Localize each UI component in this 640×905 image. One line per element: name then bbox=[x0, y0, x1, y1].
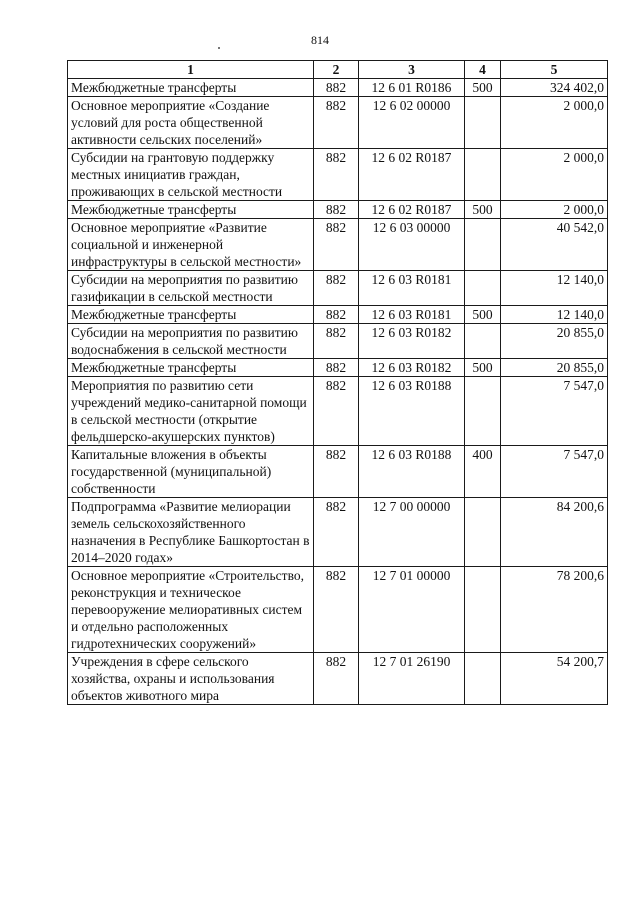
expense-name-cell: Основное мероприятие «Строительство, реконструкция и техническое перевооружение мелиоративных систем и отдельно расположенных гидротехнических сооружений» bbox=[68, 567, 314, 653]
expense-type-cell bbox=[465, 219, 501, 271]
table-row bbox=[68, 306, 608, 324]
target-article-cell: 12 6 02 R0187 bbox=[359, 201, 465, 219]
budget-table bbox=[67, 60, 608, 705]
amount-cell: 324 402,0 bbox=[501, 79, 608, 97]
expense-name-cell: Мероприятия по развитию сети учреждений медико-санитарной помощи в сельской местности (открытие фельдшерско-акушерских пунктов) bbox=[68, 377, 314, 446]
amount-cell: 40 542,0 bbox=[501, 219, 608, 271]
table-row bbox=[68, 97, 608, 149]
target-article-cell: 12 6 02 R0187 bbox=[359, 149, 465, 201]
table-row bbox=[68, 377, 608, 446]
target-article-cell: 12 6 03 R0181 bbox=[359, 306, 465, 324]
ministry-code-cell: 882 bbox=[314, 377, 359, 446]
table-row bbox=[68, 149, 608, 201]
table-row bbox=[68, 446, 608, 498]
target-article-cell: 12 7 00 00000 bbox=[359, 498, 465, 567]
amount-cell: 54 200,7 bbox=[501, 653, 608, 705]
expense-type-cell bbox=[465, 567, 501, 653]
ministry-code-cell: 882 bbox=[314, 201, 359, 219]
amount-cell: 84 200,6 bbox=[501, 498, 608, 567]
amount-cell: 20 855,0 bbox=[501, 359, 608, 377]
target-article-cell: 12 6 03 R0182 bbox=[359, 359, 465, 377]
table-row bbox=[68, 219, 608, 271]
target-article-cell: 12 6 03 R0188 bbox=[359, 446, 465, 498]
expense-name-cell: Субсидии на грантовую поддержку местных инициатив граждан, проживающих в сельской местности bbox=[68, 149, 314, 201]
amount-cell: 20 855,0 bbox=[501, 324, 608, 359]
amount-cell: 12 140,0 bbox=[501, 271, 608, 306]
amount-cell: 7 547,0 bbox=[501, 446, 608, 498]
column-header: 5 bbox=[501, 61, 608, 79]
expense-type-cell bbox=[465, 97, 501, 149]
table-row bbox=[68, 653, 608, 705]
column-header: 2 bbox=[314, 61, 359, 79]
expense-name-cell: Подпрограмма «Развитие мелиорации земель сельскохозяйственного назначения в Республике Башкортостан в 2014–2020 годах» bbox=[68, 498, 314, 567]
column-header: 4 bbox=[465, 61, 501, 79]
target-article-cell: 12 6 03 R0188 bbox=[359, 377, 465, 446]
amount-cell: 2 000,0 bbox=[501, 97, 608, 149]
expense-name-cell: Субсидии на мероприятия по развитию водоснабжения в сельской местности bbox=[68, 324, 314, 359]
expense-type-cell bbox=[465, 324, 501, 359]
table-row bbox=[68, 271, 608, 306]
target-article-cell: 12 6 03 R0181 bbox=[359, 271, 465, 306]
expense-name-cell: Основное мероприятие «Создание условий для роста общественной активности сельских поселений» bbox=[68, 97, 314, 149]
expense-name-cell: Капитальные вложения в объекты государственной (муниципальной) собственности bbox=[68, 446, 314, 498]
ministry-code-cell: 882 bbox=[314, 97, 359, 149]
ministry-code-cell: 882 bbox=[314, 219, 359, 271]
scan-speck bbox=[218, 47, 220, 49]
header-row bbox=[68, 61, 608, 79]
amount-cell: 7 547,0 bbox=[501, 377, 608, 446]
amount-cell: 2 000,0 bbox=[501, 201, 608, 219]
ministry-code-cell: 882 bbox=[314, 446, 359, 498]
table-row bbox=[68, 498, 608, 567]
expense-name-cell: Межбюджетные трансферты bbox=[68, 201, 314, 219]
target-article-cell: 12 6 03 00000 bbox=[359, 219, 465, 271]
ministry-code-cell: 882 bbox=[314, 324, 359, 359]
target-article-cell: 12 6 03 R0182 bbox=[359, 324, 465, 359]
ministry-code-cell: 882 bbox=[314, 306, 359, 324]
amount-cell: 12 140,0 bbox=[501, 306, 608, 324]
table-row bbox=[68, 79, 608, 97]
amount-cell: 78 200,6 bbox=[501, 567, 608, 653]
column-header: 1 bbox=[68, 61, 314, 79]
target-article-cell: 12 6 02 00000 bbox=[359, 97, 465, 149]
ministry-code-cell: 882 bbox=[314, 498, 359, 567]
expense-type-cell bbox=[465, 377, 501, 446]
table-row bbox=[68, 359, 608, 377]
expense-type-cell: 500 bbox=[465, 359, 501, 377]
ministry-code-cell: 882 bbox=[314, 567, 359, 653]
ministry-code-cell: 882 bbox=[314, 149, 359, 201]
amount-cell: 2 000,0 bbox=[501, 149, 608, 201]
expense-name-cell: Учреждения в сфере сельского хозяйства, охраны и использования объектов животного мира bbox=[68, 653, 314, 705]
expense-type-cell: 400 bbox=[465, 446, 501, 498]
target-article-cell: 12 7 01 26190 bbox=[359, 653, 465, 705]
expense-type-cell: 500 bbox=[465, 201, 501, 219]
page-number: 814 bbox=[311, 33, 329, 47]
expense-name-cell: Субсидии на мероприятия по развитию газификации в сельской местности bbox=[68, 271, 314, 306]
target-article-cell: 12 6 01 R0186 bbox=[359, 79, 465, 97]
expense-type-cell: 500 bbox=[465, 79, 501, 97]
column-header: 3 bbox=[359, 61, 465, 79]
expense-type-cell bbox=[465, 498, 501, 567]
expense-type-cell bbox=[465, 271, 501, 306]
ministry-code-cell: 882 bbox=[314, 653, 359, 705]
expense-name-cell: Основное мероприятие «Развитие социальной и инженерной инфраструктуры в сельской местности» bbox=[68, 219, 314, 271]
table-body bbox=[68, 79, 608, 705]
table-row bbox=[68, 324, 608, 359]
target-article-cell: 12 7 01 00000 bbox=[359, 567, 465, 653]
expense-name-cell: Межбюджетные трансферты bbox=[68, 306, 314, 324]
table-row bbox=[68, 567, 608, 653]
expense-name-cell: Межбюджетные трансферты bbox=[68, 359, 314, 377]
ministry-code-cell: 882 bbox=[314, 79, 359, 97]
expense-name-cell: Межбюджетные трансферты bbox=[68, 79, 314, 97]
expense-type-cell bbox=[465, 653, 501, 705]
ministry-code-cell: 882 bbox=[314, 359, 359, 377]
expense-type-cell: 500 bbox=[465, 306, 501, 324]
expense-type-cell bbox=[465, 149, 501, 201]
table-row bbox=[68, 201, 608, 219]
ministry-code-cell: 882 bbox=[314, 271, 359, 306]
